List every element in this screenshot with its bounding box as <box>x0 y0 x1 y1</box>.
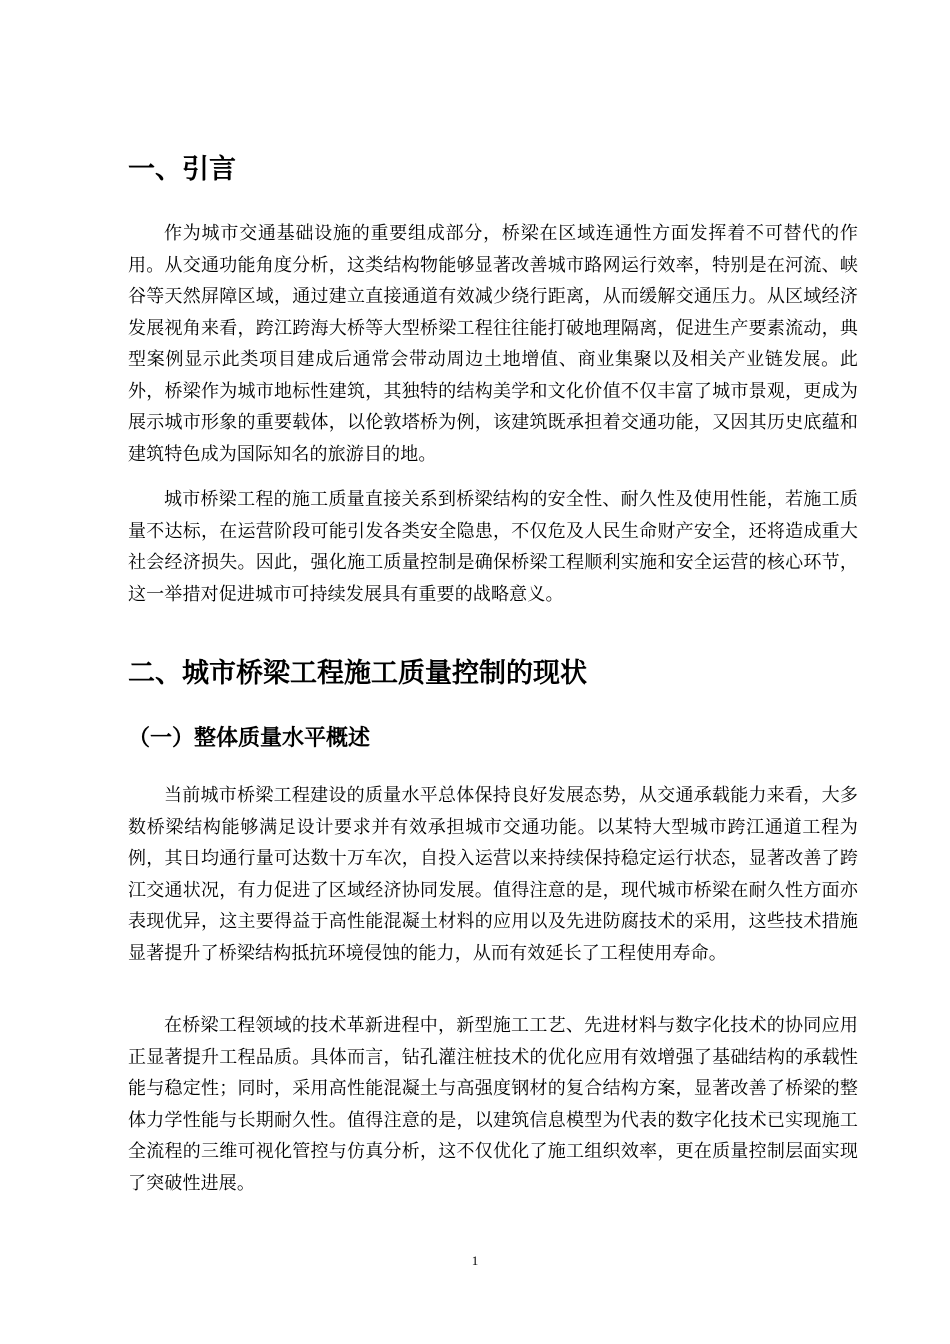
paragraph-overall-quality-2: 在桥梁工程领域的技术革新进程中，新型施工工艺、先进材料与数字化技术的协同应用正显著提升工程品质。具体而言，钻孔灌注桩技术的优化应用有效增强了基础结构的承载性能与稳定性；同时，采用高性能混凝土与高强度钢材的复合结构方案，显著改善了桥梁的整体力学性能与长期耐久性。值得注意的是，以建筑信息模型为代表的数字化技术已实现施工全流程的三维可视化管控与仿真分析，这不仅优化了施工组织效率，更在质量控制层面实现了突破性进展。 <box>128 1015 858 1194</box>
paragraph-overall-quality-1: 当前城市桥梁工程建设的质量水平总体保持良好发展态势，从交通承载能力来看，大多数桥梁结构能够满足设计要求并有效承担城市交通功能。以某特大型城市跨江通道工程为例，其日均通行量可达数十万车次，自投入运营以来持续保持稳定运行状态，显著改善了跨江交通状况，有力促进了区域经济协同发展。值得注意的是，现代城市桥梁在耐久性方面亦表现优异，这主要得益于高性能混凝土材料的应用以及先进防腐技术的采用，这些技术措施显著提升了桥梁结构抵抗环境侵蚀的能力，从而有效延长了工程使用寿命。 <box>128 785 858 964</box>
section-heading-introduction: 一、引言 <box>128 154 236 185</box>
section-heading-current-status: 二、城市桥梁工程施工质量控制的现状 <box>128 658 587 689</box>
page-number: 1 <box>471 1253 479 1268</box>
paragraph-introduction-1: 作为城市交通基础设施的重要组成部分，桥梁在区域连通性方面发挥着不可替代的作用。从交通功能角度分析，这类结构物能够显著改善城市路网运行效率，特别是在河流、峡谷等天然屏障区域，通过建立直接通道有效减少绕行距离，从而缓解交通压力。从区域经济发展视角来看，跨江跨海大桥等大型桥梁工程往往能打破地理隔离，促进生产要素流动，典型案例显示此类项目建成后通常会带动周边土地增值、商业集聚以及相关产业链发展。此外，桥梁作为城市地标性建筑，其独特的结构美学和文化价值不仅丰富了城市景观，更成为展示城市形象的重要载体，以伦敦塔桥为例，该建筑既承担着交通功能，又因其历史底蕴和建筑特色成为国际知名的旅游目的地。 <box>128 223 858 465</box>
subsection-heading-overall-quality: （一）整体质量水平概述 <box>128 726 371 751</box>
document-page <box>128 0 858 1344</box>
paragraph-introduction-2: 城市桥梁工程的施工质量直接关系到桥梁结构的安全性、耐久性及使用性能，若施工质量不达标，在运营阶段可能引发各类安全隐患，不仅危及人民生命财产安全，还将造成重大社会经济损失。因此，强化施工质量控制是确保桥梁工程顺利实施和安全运营的核心环节，这一举措对促进城市可持续发展具有重要的战略意义。 <box>128 489 858 605</box>
